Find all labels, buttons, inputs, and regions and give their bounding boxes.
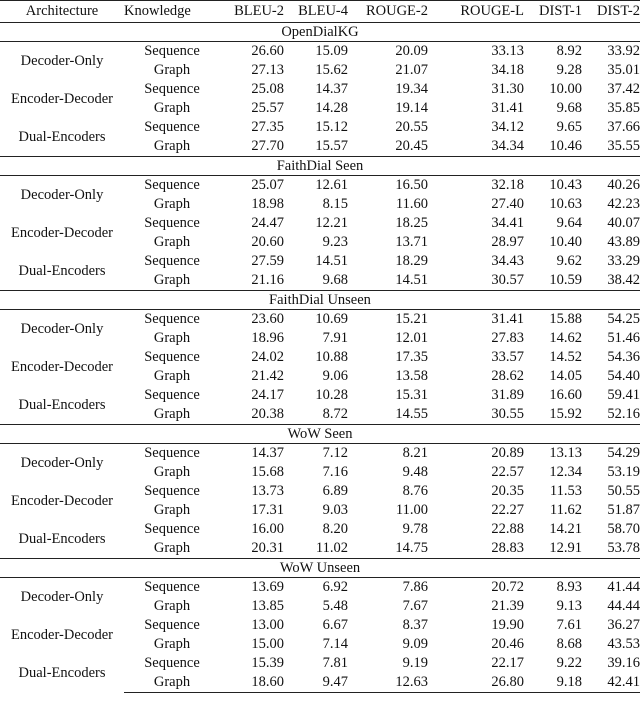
- metric-cell: 7.16: [322, 464, 348, 480]
- architecture-cell: Decoder-Only: [20, 588, 104, 605]
- metric-cell: 7.12: [322, 445, 348, 461]
- metric-cell: 23.60: [251, 311, 284, 327]
- metric-cell: 10.40: [549, 234, 582, 250]
- knowledge-cell: Graph: [153, 368, 191, 384]
- metric-cell: 15.09: [315, 43, 348, 59]
- metric-cell: 14.28: [315, 100, 348, 116]
- metric-cell: 27.70: [251, 138, 284, 154]
- architecture-cell: Decoder-Only: [20, 454, 104, 471]
- metric-cell: 27.83: [491, 330, 524, 346]
- metric-cell: 54.25: [607, 311, 640, 327]
- knowledge-cell: Graph: [153, 196, 191, 212]
- metric-cell: 11.60: [395, 196, 428, 212]
- metric-cell: 19.34: [395, 81, 428, 97]
- table-row: [0, 118, 640, 137]
- metric-cell: 16.60: [549, 387, 582, 403]
- knowledge-cell: Sequence: [144, 445, 200, 461]
- knowledge-cell: Graph: [153, 62, 191, 78]
- metric-cell: 9.48: [402, 464, 428, 480]
- metric-cell: 14.52: [549, 349, 582, 365]
- architecture-cell: Dual-Encoders: [18, 530, 106, 547]
- knowledge-cell: Sequence: [144, 215, 200, 231]
- metric-cell: 38.42: [607, 272, 640, 288]
- metric-cell: 34.12: [491, 119, 524, 135]
- metric-cell: 13.73: [251, 483, 284, 499]
- table-row: [0, 310, 640, 330]
- header-dist-1: DIST-1: [524, 1, 582, 23]
- metric-cell: 10.88: [315, 349, 348, 365]
- metric-cell: 13.58: [395, 368, 428, 384]
- knowledge-cell: Sequence: [144, 253, 200, 269]
- metric-cell: 15.21: [395, 311, 428, 327]
- knowledge-cell: Sequence: [144, 483, 200, 499]
- section-row: [0, 157, 640, 176]
- metric-cell: 42.23: [607, 196, 640, 212]
- metric-cell: 27.59: [251, 253, 284, 269]
- metric-cell: 21.42: [251, 368, 284, 384]
- table-row: [0, 214, 640, 233]
- metric-cell: 9.03: [322, 502, 348, 518]
- architecture-cell: Encoder-Decoder: [11, 626, 113, 643]
- metric-cell: 10.69: [315, 311, 348, 327]
- metric-cell: 8.15: [322, 196, 348, 212]
- metric-cell: 7.61: [556, 617, 582, 633]
- metric-cell: 51.87: [607, 502, 640, 518]
- metric-cell: 33.29: [607, 253, 640, 269]
- section-title: FaithDial Seen: [0, 157, 640, 176]
- table-row: [0, 654, 640, 673]
- metric-cell: 9.68: [322, 272, 348, 288]
- metric-cell: 54.29: [607, 445, 640, 461]
- table-row: [0, 482, 640, 501]
- metric-cell: 7.91: [322, 330, 348, 346]
- metric-cell: 31.30: [491, 81, 524, 97]
- table-row: [0, 42, 640, 62]
- metric-cell: 7.14: [322, 636, 348, 652]
- metric-cell: 13.00: [251, 617, 284, 633]
- section-row: [0, 425, 640, 444]
- metric-cell: 22.57: [491, 464, 524, 480]
- knowledge-cell: Sequence: [144, 43, 200, 59]
- metric-cell: 16.00: [251, 521, 284, 537]
- metric-cell: 9.68: [556, 100, 582, 116]
- knowledge-cell: Graph: [153, 234, 191, 250]
- section-title: WoW Seen: [0, 425, 640, 444]
- metric-cell: 9.09: [402, 636, 428, 652]
- metric-cell: 16.50: [395, 177, 428, 193]
- metric-cell: 15.57: [315, 138, 348, 154]
- metric-cell: 27.40: [491, 196, 524, 212]
- architecture-cell: Dual-Encoders: [18, 396, 106, 413]
- metric-cell: 9.06: [322, 368, 348, 384]
- metric-cell: 33.13: [491, 43, 524, 59]
- metric-cell: 30.55: [491, 406, 524, 422]
- metric-cell: 32.18: [491, 177, 524, 193]
- metric-cell: 10.28: [315, 387, 348, 403]
- metric-cell: 10.43: [549, 177, 582, 193]
- metric-cell: 15.31: [395, 387, 428, 403]
- knowledge-cell: Sequence: [144, 655, 200, 671]
- metric-cell: 18.96: [251, 330, 284, 346]
- header-bleu-2: BLEU-2: [220, 1, 284, 23]
- metric-cell: 10.46: [549, 138, 582, 154]
- metric-cell: 12.34: [549, 464, 582, 480]
- architecture-cell: Dual-Encoders: [18, 262, 106, 279]
- metric-cell: 53.19: [607, 464, 640, 480]
- metric-cell: 34.34: [491, 138, 524, 154]
- metric-cell: 20.09: [395, 43, 428, 59]
- knowledge-cell: Sequence: [144, 119, 200, 135]
- metric-cell: 8.68: [556, 636, 582, 652]
- metric-cell: 20.55: [395, 119, 428, 135]
- metric-cell: 9.19: [402, 655, 428, 671]
- header-dist-2: DIST-2: [582, 1, 640, 23]
- metric-cell: 59.41: [607, 387, 640, 403]
- metric-cell: 18.29: [395, 253, 428, 269]
- metric-cell: 8.92: [556, 43, 582, 59]
- metric-cell: 15.68: [251, 464, 284, 480]
- metric-cell: 6.67: [322, 617, 348, 633]
- metric-cell: 35.55: [607, 138, 640, 154]
- section-row: [0, 23, 640, 42]
- metric-cell: 34.41: [491, 215, 524, 231]
- metric-cell: 8.72: [322, 406, 348, 422]
- architecture-cell: Encoder-Decoder: [11, 224, 113, 241]
- metric-cell: 10.00: [549, 81, 582, 97]
- metric-cell: 21.16: [251, 272, 284, 288]
- metric-cell: 8.21: [402, 445, 428, 461]
- knowledge-cell: Sequence: [144, 349, 200, 365]
- section-row: [0, 291, 640, 310]
- metric-cell: 34.43: [491, 253, 524, 269]
- metric-cell: 43.89: [607, 234, 640, 250]
- knowledge-cell: Sequence: [144, 387, 200, 403]
- metric-cell: 22.27: [491, 502, 524, 518]
- metric-cell: 33.92: [607, 43, 640, 59]
- metric-cell: 14.21: [549, 521, 582, 537]
- knowledge-cell: Graph: [153, 406, 191, 422]
- metric-cell: 37.42: [607, 81, 640, 97]
- metric-cell: 21.07: [395, 62, 428, 78]
- architecture-cell: Encoder-Decoder: [11, 90, 113, 107]
- header-architecture: Architecture: [0, 1, 124, 23]
- metric-cell: 9.65: [556, 119, 582, 135]
- architecture-cell: Dual-Encoders: [18, 664, 106, 681]
- metric-cell: 28.83: [491, 540, 524, 556]
- metric-cell: 24.02: [251, 349, 284, 365]
- metric-cell: 7.81: [322, 655, 348, 671]
- header-knowledge: Knowledge: [124, 1, 220, 23]
- metric-cell: 9.13: [556, 598, 582, 614]
- metric-cell: 19.14: [395, 100, 428, 116]
- metric-cell: 22.88: [491, 521, 524, 537]
- metric-cell: 24.17: [251, 387, 284, 403]
- table-row: [0, 444, 640, 464]
- knowledge-cell: Sequence: [144, 81, 200, 97]
- table-row: [0, 80, 640, 99]
- metric-cell: 20.31: [251, 540, 284, 556]
- metric-cell: 8.20: [322, 521, 348, 537]
- metric-cell: 31.41: [491, 100, 524, 116]
- metric-cell: 15.12: [315, 119, 348, 135]
- metric-cell: 13.13: [549, 445, 582, 461]
- knowledge-cell: Graph: [153, 502, 191, 518]
- knowledge-cell: Graph: [153, 636, 191, 652]
- header-rouge-2: ROUGE-2: [348, 1, 428, 23]
- metric-cell: 51.46: [607, 330, 640, 346]
- metric-cell: 8.93: [556, 579, 582, 595]
- knowledge-cell: Graph: [124, 673, 220, 693]
- metric-cell: 11.62: [549, 502, 582, 518]
- metric-cell: 12.63: [348, 673, 428, 693]
- metric-cell: 41.44: [607, 579, 640, 595]
- metric-cell: 33.57: [491, 349, 524, 365]
- knowledge-cell: Graph: [153, 138, 191, 154]
- metric-cell: 18.60: [220, 673, 284, 693]
- metric-cell: 9.28: [556, 62, 582, 78]
- knowledge-cell: Sequence: [144, 177, 200, 193]
- metric-cell: 12.01: [395, 330, 428, 346]
- metric-cell: 13.85: [251, 598, 284, 614]
- metric-cell: 30.57: [491, 272, 524, 288]
- metric-cell: 7.86: [402, 579, 428, 595]
- metric-cell: 25.08: [251, 81, 284, 97]
- metric-cell: 35.01: [607, 62, 640, 78]
- section-row: [0, 559, 640, 578]
- metric-cell: 18.98: [251, 196, 284, 212]
- metric-cell: 42.41: [582, 673, 640, 693]
- metric-cell: 20.45: [395, 138, 428, 154]
- metric-cell: 27.13: [251, 62, 284, 78]
- metric-cell: 27.35: [251, 119, 284, 135]
- knowledge-cell: Graph: [153, 330, 191, 346]
- metric-cell: 9.62: [556, 253, 582, 269]
- metric-cell: 20.60: [251, 234, 284, 250]
- metric-cell: 14.75: [395, 540, 428, 556]
- metric-cell: 26.60: [251, 43, 284, 59]
- metric-cell: 36.27: [607, 617, 640, 633]
- metric-cell: 8.76: [402, 483, 428, 499]
- table-row: [0, 386, 640, 405]
- metric-cell: 14.37: [251, 445, 284, 461]
- metric-cell: 28.97: [491, 234, 524, 250]
- metric-cell: 9.47: [284, 673, 348, 693]
- metric-cell: 11.53: [549, 483, 582, 499]
- architecture-cell: Decoder-Only: [20, 52, 104, 69]
- metric-cell: 54.36: [607, 349, 640, 365]
- metric-cell: 25.07: [251, 177, 284, 193]
- metric-cell: 14.55: [395, 406, 428, 422]
- metric-cell: 14.37: [315, 81, 348, 97]
- knowledge-cell: Graph: [153, 272, 191, 288]
- table-row: [0, 616, 640, 635]
- metric-cell: 50.55: [607, 483, 640, 499]
- metric-cell: 12.21: [315, 215, 348, 231]
- metric-cell: 34.18: [491, 62, 524, 78]
- knowledge-cell: Sequence: [144, 579, 200, 595]
- knowledge-cell: Graph: [153, 598, 191, 614]
- metric-cell: 24.47: [251, 215, 284, 231]
- metric-cell: 9.22: [556, 655, 582, 671]
- metric-cell: 14.51: [315, 253, 348, 269]
- metric-cell: 15.00: [251, 636, 284, 652]
- metric-cell: 28.62: [491, 368, 524, 384]
- header-rouge-l: ROUGE-L: [428, 1, 524, 23]
- metric-cell: 11.02: [315, 540, 348, 556]
- metric-cell: 9.78: [402, 521, 428, 537]
- knowledge-cell: Graph: [153, 540, 191, 556]
- metric-cell: 13.69: [251, 579, 284, 595]
- knowledge-cell: Sequence: [144, 617, 200, 633]
- metric-cell: 10.63: [549, 196, 582, 212]
- metric-cell: 44.44: [607, 598, 640, 614]
- table-row: [0, 520, 640, 539]
- table-row: [0, 176, 640, 196]
- metric-cell: 25.57: [251, 100, 284, 116]
- architecture-cell: Encoder-Decoder: [11, 492, 113, 509]
- metric-cell: 54.40: [607, 368, 640, 384]
- knowledge-cell: Sequence: [144, 521, 200, 537]
- metric-cell: 5.48: [322, 598, 348, 614]
- metric-cell: 6.89: [322, 483, 348, 499]
- table-body: [0, 23, 640, 693]
- metric-cell: 15.92: [549, 406, 582, 422]
- metric-cell: 7.67: [402, 598, 428, 614]
- metric-cell: 20.89: [491, 445, 524, 461]
- metric-cell: 13.71: [395, 234, 428, 250]
- metric-cell: 15.88: [549, 311, 582, 327]
- architecture-cell: Decoder-Only: [20, 320, 104, 337]
- metric-cell: 20.72: [491, 579, 524, 595]
- metric-cell: 31.89: [491, 387, 524, 403]
- section-title: WoW Unseen: [0, 559, 640, 578]
- metric-cell: 43.53: [607, 636, 640, 652]
- table-row: [0, 578, 640, 598]
- metric-cell: 20.35: [491, 483, 524, 499]
- metric-cell: 14.51: [395, 272, 428, 288]
- architecture-cell: Dual-Encoders: [18, 128, 106, 145]
- metric-cell: 14.05: [549, 368, 582, 384]
- metric-cell: 17.31: [251, 502, 284, 518]
- metric-cell: 9.23: [322, 234, 348, 250]
- metric-cell: 17.35: [395, 349, 428, 365]
- metric-cell: 39.16: [607, 655, 640, 671]
- metric-cell: 52.16: [607, 406, 640, 422]
- section-title: OpenDialKG: [0, 23, 640, 42]
- metric-cell: 19.90: [491, 617, 524, 633]
- table-row: [0, 252, 640, 271]
- metric-cell: 37.66: [607, 119, 640, 135]
- metric-cell: 10.59: [549, 272, 582, 288]
- metric-cell: 15.62: [315, 62, 348, 78]
- metric-cell: 21.39: [491, 598, 524, 614]
- metric-cell: 26.80: [428, 673, 524, 693]
- metric-cell: 11.00: [395, 502, 428, 518]
- metric-cell: 12.61: [315, 177, 348, 193]
- metric-cell: 18.25: [395, 215, 428, 231]
- metric-cell: 40.07: [607, 215, 640, 231]
- header-bleu-4: BLEU-4: [284, 1, 348, 23]
- knowledge-cell: Sequence: [144, 311, 200, 327]
- metric-cell: 6.92: [322, 579, 348, 595]
- knowledge-cell: Graph: [153, 464, 191, 480]
- metric-cell: 15.39: [251, 655, 284, 671]
- metric-cell: 31.41: [491, 311, 524, 327]
- architecture-cell: Encoder-Decoder: [11, 358, 113, 375]
- metric-cell: 8.37: [402, 617, 428, 633]
- metric-cell: 35.85: [607, 100, 640, 116]
- metric-cell: 40.26: [607, 177, 640, 193]
- section-title: FaithDial Unseen: [0, 291, 640, 310]
- metric-cell: 20.46: [491, 636, 524, 652]
- metric-cell: 58.70: [607, 521, 640, 537]
- metric-cell: 53.78: [607, 540, 640, 556]
- header-row: [0, 1, 640, 23]
- metric-cell: 9.64: [556, 215, 582, 231]
- architecture-cell: Decoder-Only: [20, 186, 104, 203]
- metric-cell: 22.17: [491, 655, 524, 671]
- table-row: [0, 348, 640, 367]
- knowledge-cell: Graph: [153, 100, 191, 116]
- metric-cell: 9.18: [524, 673, 582, 693]
- metric-cell: 14.62: [549, 330, 582, 346]
- metric-cell: 12.91: [549, 540, 582, 556]
- metric-cell: 20.38: [251, 406, 284, 422]
